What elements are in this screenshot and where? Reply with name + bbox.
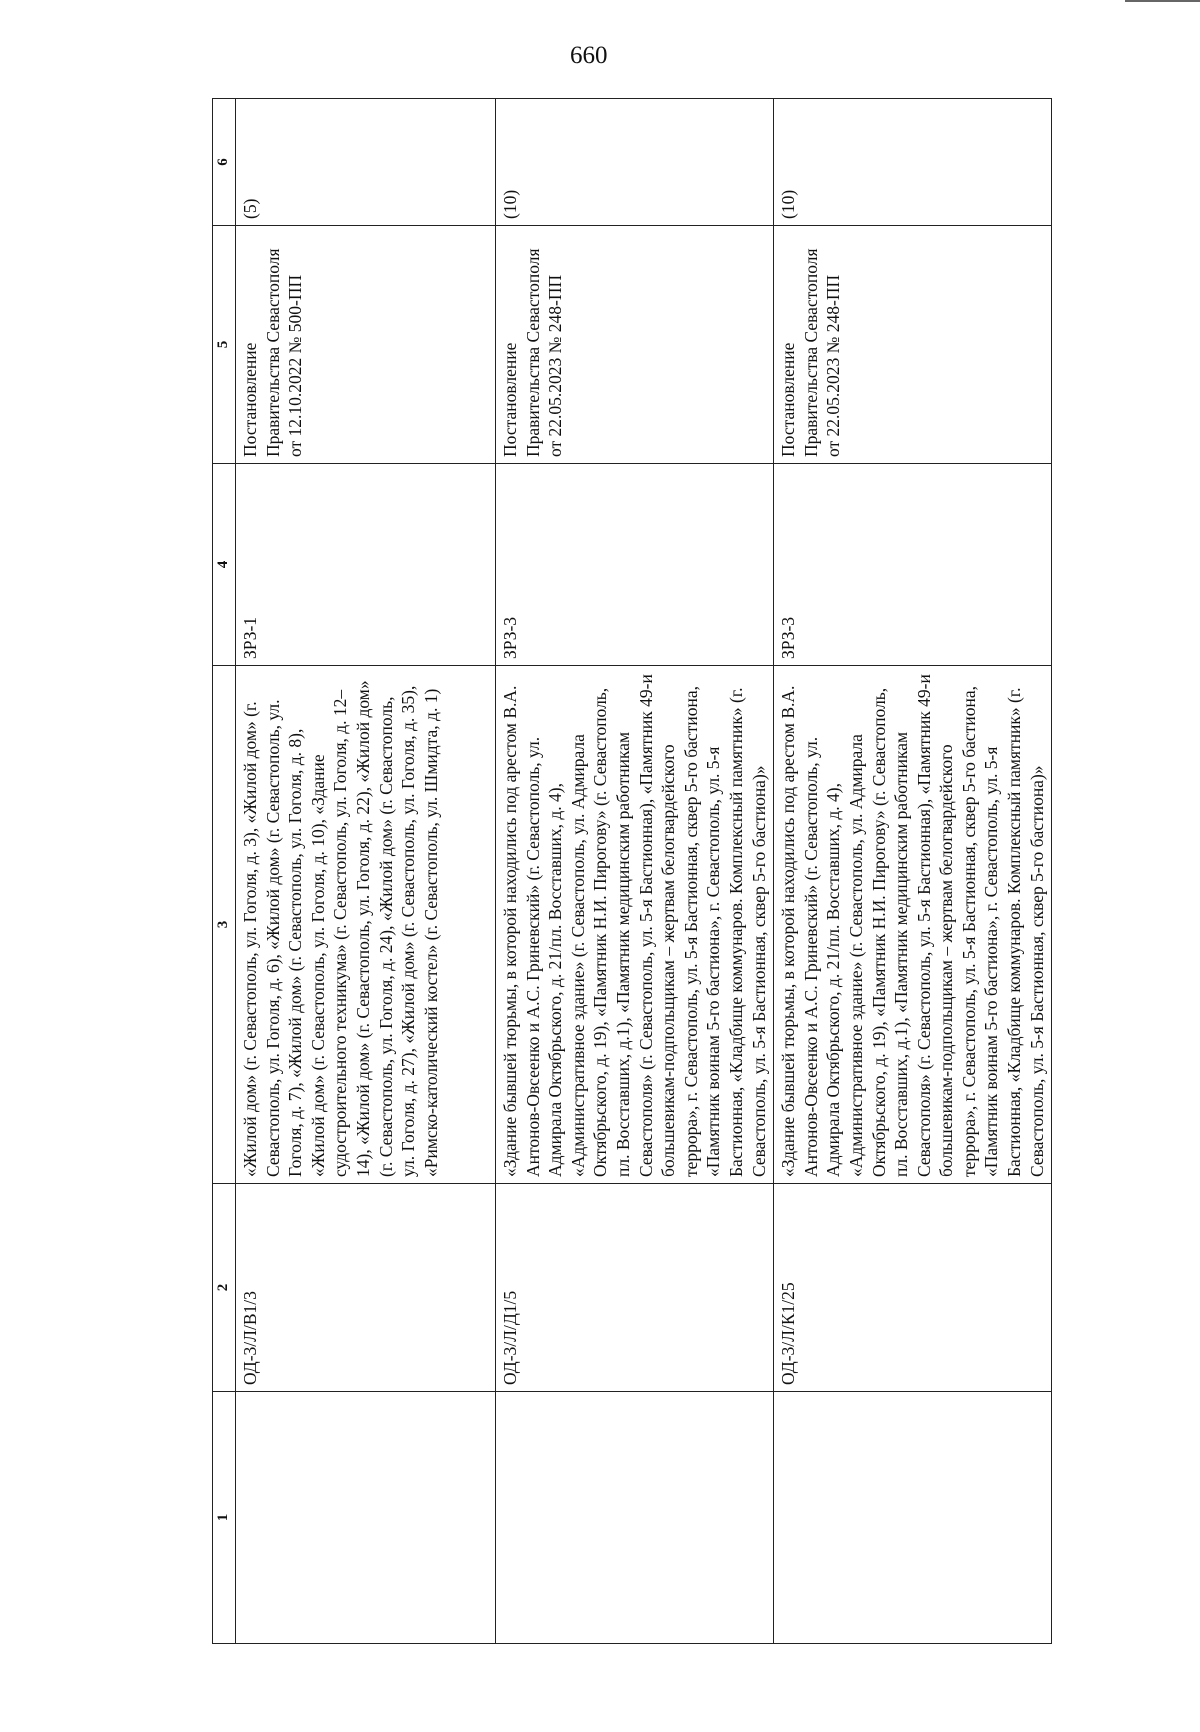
cell-zone: ЗРЗ-3	[496, 464, 774, 666]
table-row	[774, 99, 1052, 1644]
cell-code: ОД-3/Л/К1/25	[774, 1184, 1052, 1392]
cell-document: Постановление Правительства Севастополя от 22.05.2023 № 248-ПП	[774, 226, 1052, 464]
rotated-table-container	[212, 99, 1047, 1644]
cell-document: Постановление Правительства Севастополя от 12.10.2022 № 500-ПП	[236, 226, 496, 464]
cell-objects: «Здание бывшей тюрьмы, в которой находились под арестом В.А. Антонов-Овсеенко и А.С. Гриневский» (г. Севастополь, ул. Адмирала Октябрьского, д. 21/пл. Восставших, д. 4), «Административное здание» (г. Севастополь, ул. Адмирала Октябрьского, д. 19), «Памятник Н.И. Пирогову» (г. Севастополь, пл. Восставших, д.1), «Памятник медицинским работникам Севастополя» (г. Севастополь, ул. 5-я Бастионная), «Памятник 49-и большевикам-подпольщикам – жертвам белогвардейского террора», г. Севастополь, ул. 5-я Бастионная, сквер 5-го бастиона, «Памятник воинам 5-го бастиона», г. Севастополь, ул. 5-я Бастионная, «Кладбище коммунаров. Комплексный памятник» (г. Севастополь, ул. 5-я Бастионная, сквер 5-го бастиона)»	[774, 666, 1052, 1184]
page-number: 660	[570, 42, 608, 69]
scan-edge-line	[1125, 0, 1200, 2]
cell-note: (10)	[496, 99, 774, 226]
cell-zone: ЗРЗ-1	[236, 464, 496, 666]
cell-objects: «Жилой дом» (г. Севастополь, ул. Гоголя, д. 3), «Жилой дом» (г. Севастополь, ул. Гоголя, д. 6), «Жилой дом» (г. Севастополь, ул. Гоголя, д. 7), «Жилой дом» (г. Севастополь, ул. Гоголя, д. 8), «Жилой дом» (г. Севастополь, ул. Гоголя, д. 10), «Здание судостроительного техникума» (г. Севастополь, ул. Гоголя, д. 12–14), «Жилой дом» (г. Севастополь, ул. Гоголя, д. 22), «Жилой дом» (г. Севастополь, ул. Гоголя, д. 24), «Жилой дом» (г. Севастополь, ул. Гоголя, д. 27), «Жилой дом» (г. Севастополь, ул. Гоголя, д. 35), «Римско-католический костел» (г. Севастополь, ул. Шмидта, д. 1)	[236, 666, 496, 1184]
table-header-row	[213, 99, 236, 1644]
cell-code: ОД-3/Л/В1/3	[236, 1184, 496, 1392]
data-table	[212, 98, 1052, 1644]
column-header: 2	[213, 1184, 236, 1392]
column-header: 4	[213, 464, 236, 666]
cell-col1	[774, 1392, 1052, 1644]
cell-col1	[236, 1392, 496, 1644]
column-header: 1	[213, 1392, 236, 1644]
column-header: 3	[213, 666, 236, 1184]
table-row	[496, 99, 774, 1644]
cell-objects: «Здание бывшей тюрьмы, в которой находились под арестом В.А. Антонов-Овсеенко и А.С. Гриневский» (г. Севастополь, ул. Адмирала Октябрьского, д. 21/пл. Восставших, д. 4), «Административное здание» (г. Севастополь, ул. Адмирала Октябрьского, д. 19), «Памятник Н.И. Пирогову» (г. Севастополь, пл. Восставших, д.1), «Памятник медицинским работникам Севастополя» (г. Севастополь, ул. 5-я Бастионная), «Памятник 49-и большевикам-подпольщикам – жертвам белогвардейского террора», г. Севастополь, ул. 5-я Бастионная, сквер 5-го бастиона, «Памятник воинам 5-го бастиона», г. Севастополь, ул. 5-я Бастионная, «Кладбище коммунаров. Комплексный памятник» (г. Севастополь, ул. 5-я Бастионная, сквер 5-го бастиона)»	[496, 666, 774, 1184]
column-header: 6	[213, 99, 236, 226]
cell-document: Постановление Правительства Севастополя от 22.05.2023 № 248-ПП	[496, 226, 774, 464]
column-header: 5	[213, 226, 236, 464]
cell-zone: ЗРЗ-3	[774, 464, 1052, 666]
cell-note: (10)	[774, 99, 1052, 226]
cell-code: ОД-3/Л/Д1/5	[496, 1184, 774, 1392]
cell-col1	[496, 1392, 774, 1644]
cell-note: (5)	[236, 99, 496, 226]
table-row	[236, 99, 496, 1644]
